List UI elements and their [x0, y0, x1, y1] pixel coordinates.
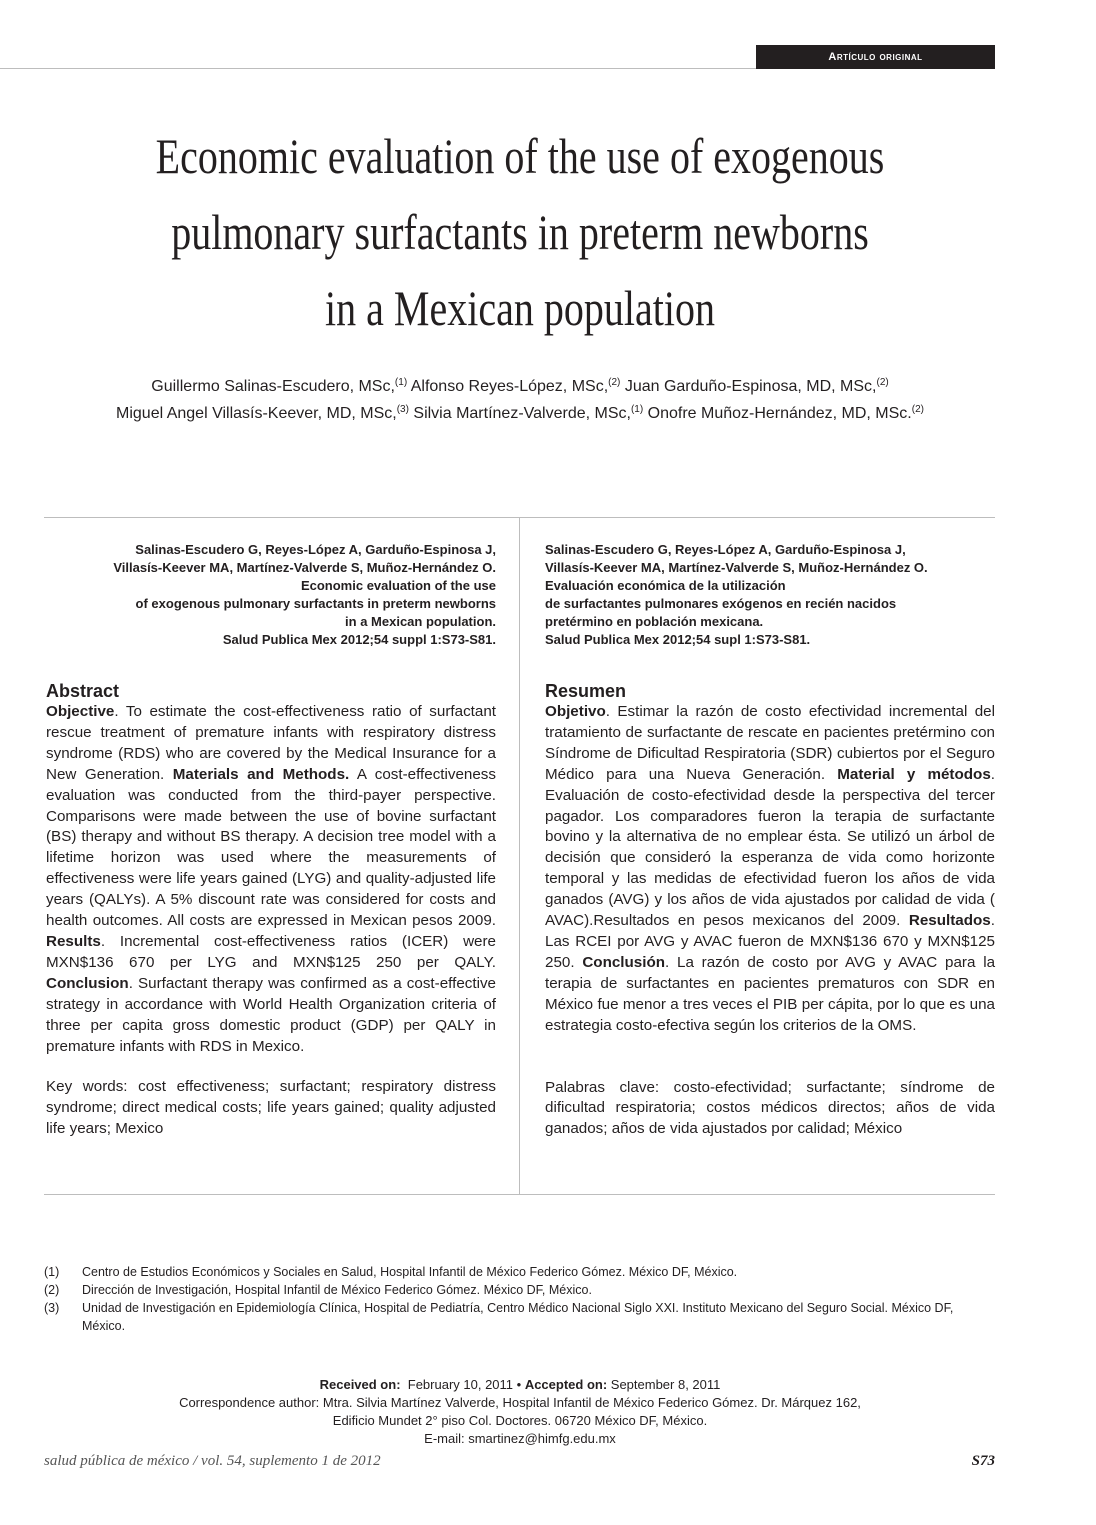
- citation-line: Salud Publica Mex 2012;54 suppl 1:S73-S81.: [222, 632, 496, 647]
- author-name: Silvia Martínez-Valverde, MSc,: [408, 405, 631, 422]
- footnote-text: Unidad de Investigación en Epidemiología Clínica, Hospital de Pediatría, Centro Médico Nacional Siglo XXI. Instituto Mexicano del Seguro Social. México DF, México.: [82, 1301, 954, 1333]
- citation-spanish: [545, 541, 1005, 649]
- footnote-number: (1): [44, 1265, 60, 1279]
- conclusion-label: Conclusion: [46, 974, 129, 992]
- journal-footer: salud pública de méxico / vol. 54, suplemento 1 de 2012: [44, 1453, 381, 1469]
- methods-text: . Evaluación de costo-efectividad desde la perspectiva del tercer pagador. Los comparadores fueron la terapia de surfactante bovino y la alternativa de no emplear ésta. Se utilizó un árbol de decisión que consideró la esperanza de vida como horizonte temporal y las medidas de efectividad fueron los años de vida ganados (AVG) y los años de vida ajustados por calidad de vida ( AVAC).Resultados en pesos mexicanos del 2009.: [545, 765, 995, 930]
- box-bottom-rule: [44, 1194, 995, 1195]
- objective-text: . To estimate the cost-effectiveness ratio of surfactant rescue treatment of premature infants with respiratory distress syndrome (RDS) who are covered by the Medical Insurance for a New Generation.: [46, 703, 496, 783]
- citation-line: pretérmino en población mexicana.: [545, 614, 764, 629]
- footnote-number: (2): [44, 1283, 60, 1297]
- objective-text: . Estimar la razón de costo efectividad incremental del tratamiento de surfactante de rescate en pacientes pretérmino con Síndrome de Dificultad Respiratoria (SDR) cubiertos por el Seguro Médico para una Nueva Generación.: [545, 703, 995, 783]
- author-name: Onofre Muñoz-Hernández, MD, MSc.: [643, 405, 912, 422]
- author-name: Miguel Angel Villasís-Keever, MD, MSc,: [116, 405, 397, 422]
- conclusion-text: . Surfactant therapy was confirmed as a cost-effective strategy in accordance with World Health Organization criteria of three per capita gross domestic product (GDP) per QALY in premature infants with RDS in Mexico.: [46, 974, 496, 1055]
- author-name: Juan Garduño-Espinosa, MD, MSc,: [620, 378, 877, 395]
- results-text: . Incremental cost-effectiveness ratios (ICER) were MXN$136 670 per LYG and MXN$125 250 per QALY.: [46, 932, 496, 971]
- email-link[interactable]: E-mail: smartinez@himfg.edu.mx: [424, 1431, 616, 1446]
- citation-line: of exogenous pulmonary surfactants in preterm newborns: [135, 596, 496, 611]
- author-name: Alfonso Reyes-López, MSc,: [407, 378, 609, 395]
- received-line: [100, 1376, 940, 1394]
- citation-line: de surfactantes pulmonares exógenos en recién nacidos: [545, 596, 897, 611]
- resumen-body: [545, 702, 995, 1037]
- citation-line: Salud Publica Mex 2012;54 supl 1:S73-S81.: [545, 632, 811, 647]
- citation-line: Villasís-Keever MA, Martínez-Valverde S, Muñoz-Hernández O.: [113, 560, 496, 575]
- citation-line: Salinas-Escudero G, Reyes-López A, Garduño-Espinosa J,: [135, 542, 496, 557]
- citation-line: Economic evaluation of the use: [300, 578, 496, 593]
- title-line: in a Mexican population: [325, 280, 715, 336]
- affiliation-mark: (2): [608, 377, 621, 388]
- footnote: [44, 1281, 999, 1299]
- resumen-heading: Resumen: [545, 681, 627, 701]
- correspondence-line: Edificio Mundet 2° piso Col. Doctores. 06720 México DF, México.: [332, 1413, 708, 1428]
- article-title: [152, 118, 888, 346]
- results-text: . Las RCEI por AVG y AVAC fueron de MXN$136 670 y MXN$125 250.: [545, 912, 995, 971]
- conclusion-label: Conclusión: [582, 953, 666, 971]
- citation-english: [36, 541, 496, 649]
- correspondence-line: Correspondence author: Mtra. Silvia Martínez Valverde, Hospital Infantil de México Federico Gómez. Dr. Márquez 162,: [179, 1395, 861, 1410]
- author-name: Guillermo Salinas-Escudero, MSc,: [151, 378, 395, 395]
- received-label: Received on:: [319, 1377, 401, 1392]
- affiliation-footnotes: [44, 1263, 999, 1335]
- keywords: Key words: cost effectiveness; surfactant; respiratory distress syndrome; direct medical costs; life years gained; quality adjusted life years; Mexico: [46, 1078, 496, 1138]
- page-number: S73: [971, 1453, 995, 1469]
- section-tag: Artículo original: [756, 45, 995, 69]
- footnote: [44, 1263, 999, 1281]
- citation-line: in a Mexican population.: [345, 614, 496, 629]
- citation-line: Evaluación económica de la utilización: [545, 578, 786, 593]
- accepted-date: September 8, 2011: [607, 1377, 721, 1392]
- author-list: [40, 373, 1000, 427]
- title-line: Economic evaluation of the use of exogenous: [155, 128, 885, 184]
- footnote: [44, 1299, 999, 1335]
- footnote-text: Dirección de Investigación, Hospital Infantil de México Federico Gómez. México DF, México.: [82, 1283, 592, 1297]
- title-line: pulmonary surfactants in preterm newborns: [171, 204, 869, 260]
- objective-label: Objective: [46, 703, 115, 720]
- accepted-label: Accepted on:: [524, 1377, 608, 1392]
- abstract-column: [46, 680, 496, 1140]
- objective-label: Objetivo: [545, 703, 606, 720]
- methods-text: A cost-effectiveness evaluation was conducted from the third-payer perspective. Comparisons were made between the use of bovine surfactant (BS) therapy and without BS therapy. A decision tree model with a lifetime horizon was used where the measurements of effectiveness were life years gained (LYG) and quality-adjusted life years (QALYs). A 5% discount rate was considered for costs and health outcomes. All costs are expressed in Mexican pesos 2009.: [46, 765, 496, 930]
- column-divider: [519, 517, 520, 1194]
- palabras-clave: Palabras clave: costo-efectividad; surfactante; síndrome de dificultad respiratoria; costos médicos directos; años de vida ganados; años de vida ajustados por calidad; México: [545, 1078, 995, 1138]
- citation-line: Salinas-Escudero G, Reyes-López A, Garduño-Espinosa J,: [545, 542, 906, 557]
- received-date: February 10, 2011 •: [400, 1377, 525, 1392]
- affiliation-mark: (3): [396, 404, 409, 415]
- conclusion-text: . La razón de costo por AVG y AVAC para la terapia de surfactantes en pacientes prematuros con SDR en México fue menor a tres veces el PIB per cápita, por lo que es una estrategia costo-efectiva según los criterios de la OMS.: [545, 953, 996, 1034]
- abstract-heading: Abstract: [46, 681, 120, 701]
- affiliation-mark: (1): [630, 404, 644, 415]
- affiliation-mark: (2): [911, 404, 924, 415]
- results-label: Resultados: [908, 912, 991, 930]
- affiliation-mark: (1): [394, 377, 408, 388]
- methods-label: Material y métodos: [837, 765, 991, 783]
- abstract-body: [46, 702, 496, 1057]
- results-label: Results: [46, 932, 101, 950]
- footnote-number: (3): [44, 1301, 60, 1315]
- methods-label: Materials and Methods.: [172, 765, 350, 783]
- received-info: [100, 1376, 940, 1448]
- affiliation-mark: (2): [876, 377, 889, 388]
- resumen-column: [545, 680, 995, 1140]
- footnote-text: Centro de Estudios Económicos y Sociales en Salud, Hospital Infantil de México Federico Gómez. México DF, México.: [82, 1265, 738, 1279]
- citation-line: Villasís-Keever MA, Martínez-Valverde S, Muñoz-Hernández O.: [545, 560, 928, 575]
